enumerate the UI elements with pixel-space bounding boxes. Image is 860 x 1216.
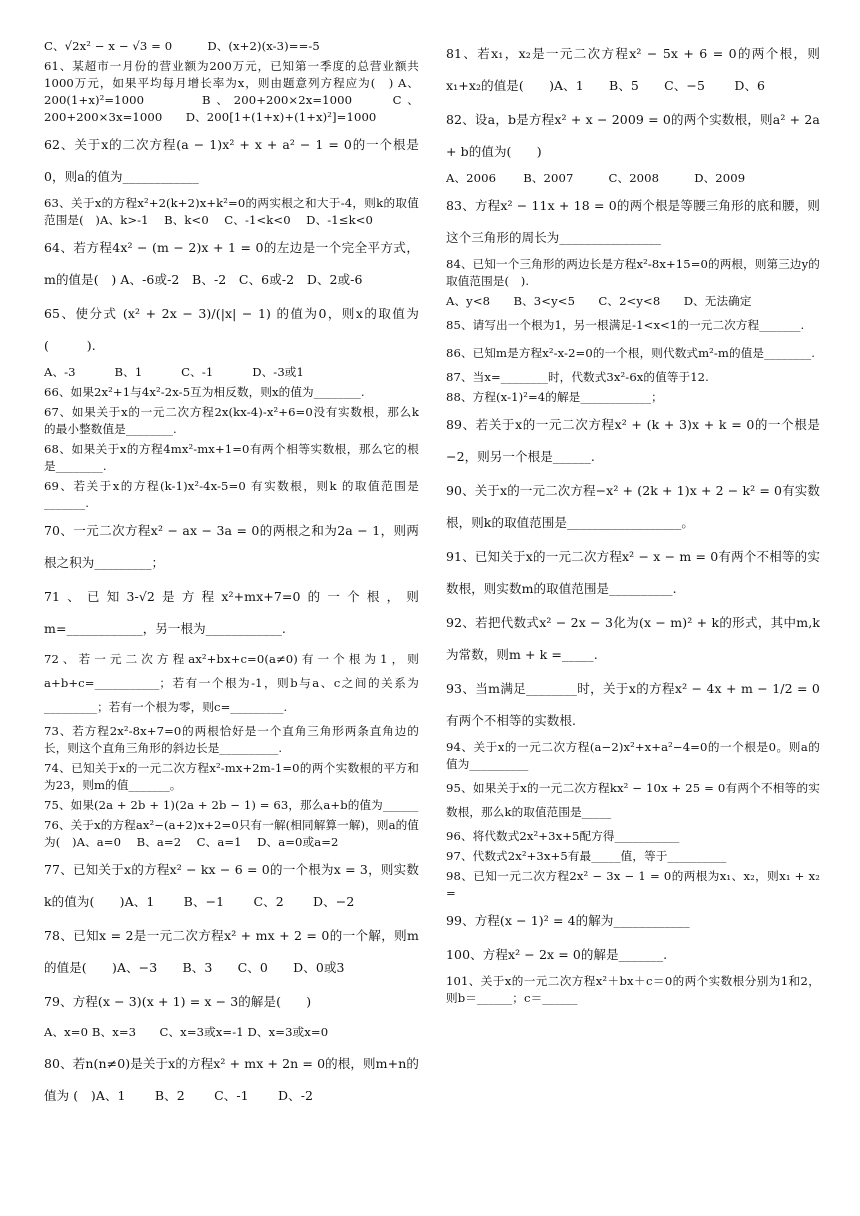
question-q66: 66、如果2x²+1与4x²-2x-5互为相反数，则x的值为________. <box>44 385 365 399</box>
question-q74: 74、已知关于x的一元二次方程x²-mx+2m-1=0的两个实数根的平方和为23，则m的值_______。 <box>44 761 419 792</box>
question-q99: 99、方程(x − 1)² = 4的解为____________ <box>446 913 690 928</box>
question-q97: 97、代数式2x²+3x+5有最_____值，等于__________ <box>446 849 727 863</box>
question-q65: 65、使分式 (x² + 2x − 3)/(|x| − 1) 的值为0，则x的取值为( ). <box>44 306 419 353</box>
question-q73: 73、若方程2x²-8x+7=0的两根恰好是一个直角三角形两条直角边的长，则这个直角三角形的斜边长是__________. <box>44 724 419 755</box>
question-q100: 100、方程x² − 2x = 0的解是_______. <box>446 947 668 962</box>
question-q92: 92、若把代数式x² − 2x − 3化为(x − m)² + k的形式，其中m,k为常数，则m + k =_____. <box>446 615 820 662</box>
question-q69: 69、若关于x的方程(k-1)x²-4x-5=0 有实数根，则k 的取值范围是_______. <box>44 479 419 510</box>
question-q79o: A、x=0 B、x=3 C、x=3或x=-1 D、x=3或x=0 <box>44 1025 329 1039</box>
question-q95: 95、如果关于x的一元二次方程kx² − 10x + 25 = 0有两个不相等的实数根，那么k的取值范围是_____ <box>446 781 820 819</box>
question-q65o: A、-3 B、1 C、-1 D、-3或1 <box>44 365 304 379</box>
question-q60c: C、√2x² − x − √3 = 0 D、(x+2)(x-3)==-5 <box>44 39 320 53</box>
question-q78: 78、已知x = 2是一元二次方程x² + mx + 2 = 0的一个解，则m的值是( )A、−3 B、3 C、0 D、0或3 <box>44 928 419 975</box>
question-q88: 88、方程(x-1)²=4的解是____________； <box>446 390 663 404</box>
question-q81: 81、若x₁，x₂是一元二次方程x² − 5x + 6 = 0的两个根，则x₁+x₂的值是( )A、1 B、5 C、−5 D、6 <box>446 46 820 93</box>
question-q96: 96、将代数式2x²+3x+5配方得___________ <box>446 829 680 843</box>
left-column <box>44 38 419 1114</box>
question-q71: 71、已知3-√2是方程x²+mx+7=0的一个根，则m=____________，另一根为____________. <box>44 589 419 636</box>
question-q82: 82、设a，b是方程x² + x − 2009 = 0的两个实数根，则a² + 2a + b的值为( ) <box>446 112 820 159</box>
question-q62: 62、关于x的二次方程(a − 1)x² + x + a² − 1 = 0的一个根是0，则a的值为____________ <box>44 137 419 184</box>
question-q77: 77、已知关于x的方程x² − kx − 6 = 0的一个根为x = 3，则实数k的值为( )A、1 B、−1 C、2 D、−2 <box>44 862 419 909</box>
question-q89: 89、若关于x的一元二次方程x² + (k + 3)x + k = 0的一个根是−2，则另一个根是______. <box>446 417 820 464</box>
question-q72: 72、若一元二次方程ax²+bx+c=0(a≠0)有一个根为1，则a+b+c=___________；若有一个根为-1，则b与a、c之间的关系为_________；若有一个根为零，则c=_________. <box>44 652 419 714</box>
question-q63: 63、关于x的方程x²+2(k+2)x+k²=0的两实根之和大于-4，则k的取值范围是( )A、k>-1 B、k<0 C、-1<k<0 D、-1≤k<0 <box>44 196 419 227</box>
question-q91: 91、已知关于x的一元二次方程x² − x − m = 0有两个不相等的实数根，则实数m的取值范围是__________. <box>446 549 820 596</box>
question-q80: 80、若n(n≠0)是关于x的方程x² + mx + 2n = 0的根，则m+n的值为 ( )A、1 B、2 C、-1 D、-2 <box>44 1056 419 1103</box>
question-q84o: A、y<8 B、3<y<5 C、2<y<8 D、无法确定 <box>446 294 752 308</box>
question-q84: 84、已知一个三角形的两边长是方程x²-8x+15=0的两根，则第三边y的取值范围是( ). <box>446 257 820 288</box>
question-q83: 83、方程x² − 11x + 18 = 0的两个根是等腰三角形的底和腰，则这个三角形的周长为________________ <box>446 198 820 245</box>
question-q93: 93、当m满足________时，关于x的方程x² − 4x + m − 1/2 = 0有两个不相等的实数根. <box>446 681 820 728</box>
question-q76: 76、关于x的方程ax²−(a+2)x+2=0只有一解(相同解算一解)，则a的值为( )A、a=0 B、a=2 C、a=1 D、a=0或a=2 <box>44 818 419 849</box>
right-column <box>446 38 820 1010</box>
question-q79: 79、方程(x − 3)(x + 1) = x − 3的解是( ) <box>44 994 312 1009</box>
question-q98: 98、已知一元二次方程2x² − 3x − 1 = 0的两根为x₁、x₂，则x₁ + x₂ = <box>446 869 820 900</box>
question-q70: 70、一元二次方程x² − ax − 3a = 0的两根之和为2a − 1，则两根之积为_________； <box>44 523 419 570</box>
question-q86: 86、已知m是方程x²-x-2=0的一个根，则代数式m²-m的值是________. <box>446 346 816 360</box>
question-q64: 64、若方程4x² − (m − 2)x + 1 = 0的左边是一个完全平方式，m的值是( ) A、-6或-2 B、-2 C、6或-2 D、2或-6 <box>44 240 419 287</box>
question-q90: 90、关于x的一元二次方程−x² + (2k + 1)x + 2 − k² = 0有实数根，则k的取值范围是__________________。 <box>446 483 820 530</box>
question-q94: 94、关于x的一元二次方程(a−2)x²+x+a²−4=0的一个根是0。则a的值为__________ <box>446 740 820 771</box>
question-q67: 67、如果关于x的一元二次方程2x(kx-4)-x²+6=0没有实数根，那么k 的最小整数值是________. <box>44 405 419 436</box>
question-q85: 85、请写出一个根为1，另一根满足-1<x<1的一元二次方程_______. <box>446 318 805 332</box>
question-q61: 61、某超市一月份的营业额为200万元，已知第一季度的总营业额共1000万元，如果平均每月增长率为x，则由题意列方程应为( ) A、200(1+x)²=1000 B、200+200×2x=1000 C、200+200×3x=1000 D、200[1+(1+x)+(1+x)²]=1000 <box>44 59 419 124</box>
question-q82o: A、2006 B、2007 C、2008 D、2009 <box>446 171 746 185</box>
question-q68: 68、如果关于x的方程4mx²-mx+1=0有两个相等实数根，那么它的根是________. <box>44 442 419 473</box>
question-q101: 101、关于x的一元二次方程x²＋bx＋c＝0的两个实数根分别为1和2，则b＝______；c＝______ <box>446 974 820 1005</box>
question-q87: 87、当x=________时，代数式3x²-6x的值等于12. <box>446 370 709 384</box>
question-q75: 75、如果(2a + 2b + 1)(2a + 2b − 1) = 63，那么a+b的值为______ <box>44 798 419 812</box>
